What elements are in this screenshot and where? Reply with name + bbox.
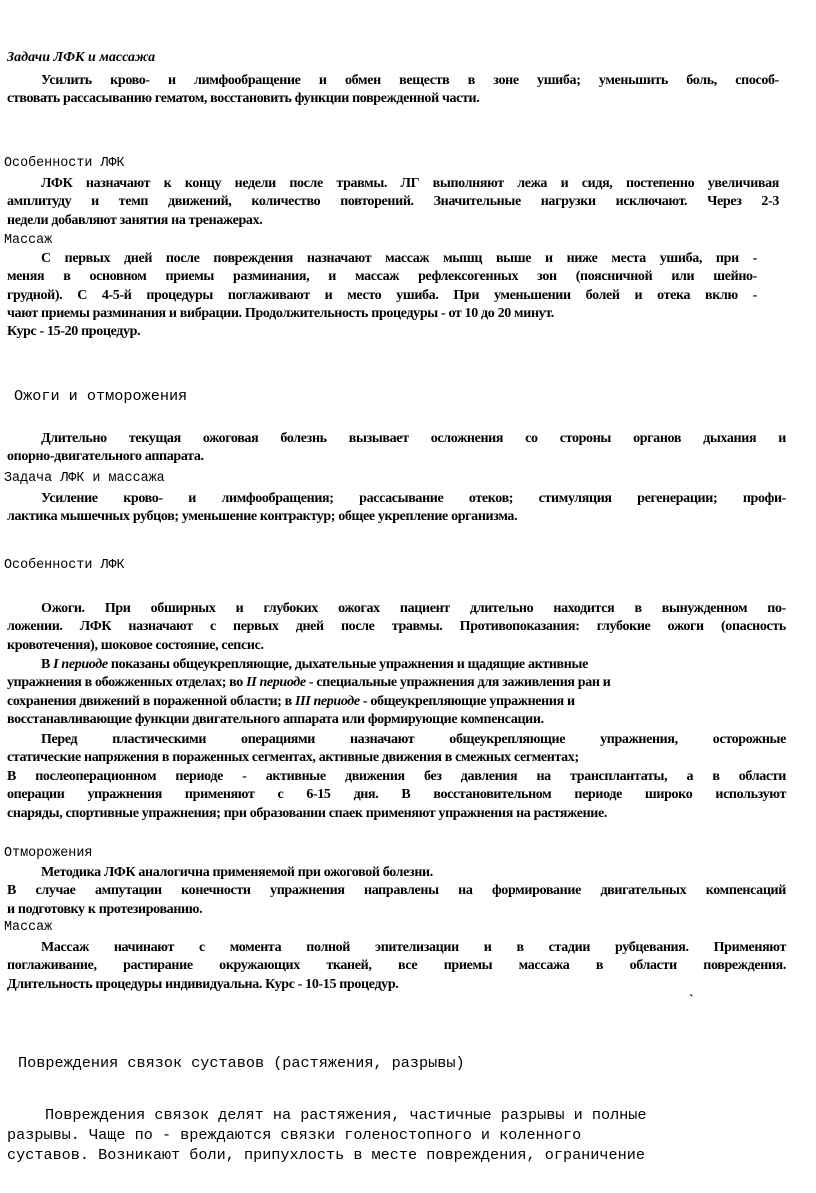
stray-mark: `	[689, 993, 694, 1008]
paragraph-periods: В I периоде показаны общеукрепляющие, дыхательные упражнения и щадящие активные упражнения в обожженных отделах; во II периоде - специальные упражнения для заживления ран и сохранения движений в пораженной области; в III периоде - общеукрепляющие упражнения и восстанавливающие функции двигательного аппарата или формирующие компенсации.	[7, 657, 611, 727]
period-3-term: III периоде	[295, 693, 360, 709]
section-heading-massage-2: Массаж	[4, 920, 53, 935]
paragraph-lfk-features: ЛФК назначают к концу недели после травмы. ЛГ выполняют лежа и сидя, постепенно увеличивая амплитуду и темп движений, количество повторений. Значительные нагрузки исключают. Через 2-3 недели добавляют занятия на тренажерах.	[7, 176, 779, 228]
paragraph-plastic-surgery: Перед пластическими операциями назначают общеукрепляющие упражнения, осторожные статические напряжения в пораженных сегментах, активные движения в смежных сегментах;	[7, 732, 786, 766]
paragraph-burn-disease: Длительно текущая ожоговая болезнь вызывает осложнения со стороны органов дыхания и опорно-двигательного аппарата.	[7, 431, 786, 465]
section-heading-frostbite: Отморожения	[4, 846, 93, 861]
paragraph-frostbite: Методика ЛФК аналогична применяемой при ожоговой болезни. В случае ампутации конечности упражнения направлены на формирование двигательных компенсаций и подготовку к протезированию.	[7, 865, 786, 917]
section-heading-ligaments: Повреждения связок суставов (растяжения, разрывы)	[18, 1054, 465, 1072]
paragraph-massage: С первых дней после повреждения назначают массаж мышц выше и ниже места ушиба, при - меняя в основном приемы разминания, и массаж рефлексогенных зон (поясничной или шейно- грудной). С 4-5-й процедуры поглаживают и место ушиба. При уменьшении болей и отека вклю - чают приемы разминания и вибрации. Продолжительность процедуры - от 10 до 20 минут. Курс - 15-20 процедур.	[7, 251, 757, 340]
section-heading-tasks: Задачи ЛФК и массажа	[7, 50, 156, 65]
section-heading-massage: Массаж	[4, 233, 53, 248]
paragraph-ligaments: Повреждения связок делят на растяжения, частичные разрывы и полные разрывы. Чаще по - вреждаются связки голеностопного и коленного суставов. Возникают боли, припухлость в месте повреждения, ограничение	[7, 1106, 647, 1164]
section-heading-lfk-features: Особенности ЛФК	[4, 156, 125, 171]
section-heading-task: Задача ЛФК и массажа	[4, 471, 165, 486]
section-heading-burns: Ожоги и отморожения	[14, 387, 188, 405]
period-2-term: II периоде	[246, 675, 306, 691]
paragraph-task: Усиление крово- и лимфообращения; рассасывание отеков; стимуляция регенерации; профи- лактика мышечных рубцов; уменьшение контрактур; общее укрепление организма.	[7, 491, 786, 525]
paragraph-burns: Ожоги. При обширных и глубоких ожогах пациент длительно находится в вынужденном по- ложении. ЛФК назначают с первых дней после травмы. Противопоказания: глубокие ожоги (опасность кровотечения), шоковое состояние, сепсис.	[7, 601, 786, 653]
section-heading-lfk-features-2: Особенности ЛФК	[4, 558, 125, 573]
paragraph-massage-frostbite: Массаж начинают с момента полной эпителизации и в стадии рубцевания. Применяют поглаживание, растирание окружающих тканей, все приемы массажа в области повреждения. Длительность процедуры индивидуальна. Курс - 10-15 процедур.	[7, 940, 786, 992]
paragraph-postoperative: В послеоперационном периоде - активные движения без давления на трансплантаты, а в области операции упражнения применяют с 6-15 дня. В восстановительном периоде широко используют снаряды, спортивные упражнения; при образовании спаек применяют упражнения на растяжение.	[7, 769, 786, 821]
period-1-term: I периоде	[53, 657, 108, 672]
paragraph-tasks: Усилить крово- и лимфообращение и обмен веществ в зоне ушиба; уменьшить боль, способ- ствовать рассасыванию гематом, восстановить функции поврежденной части.	[7, 73, 779, 107]
